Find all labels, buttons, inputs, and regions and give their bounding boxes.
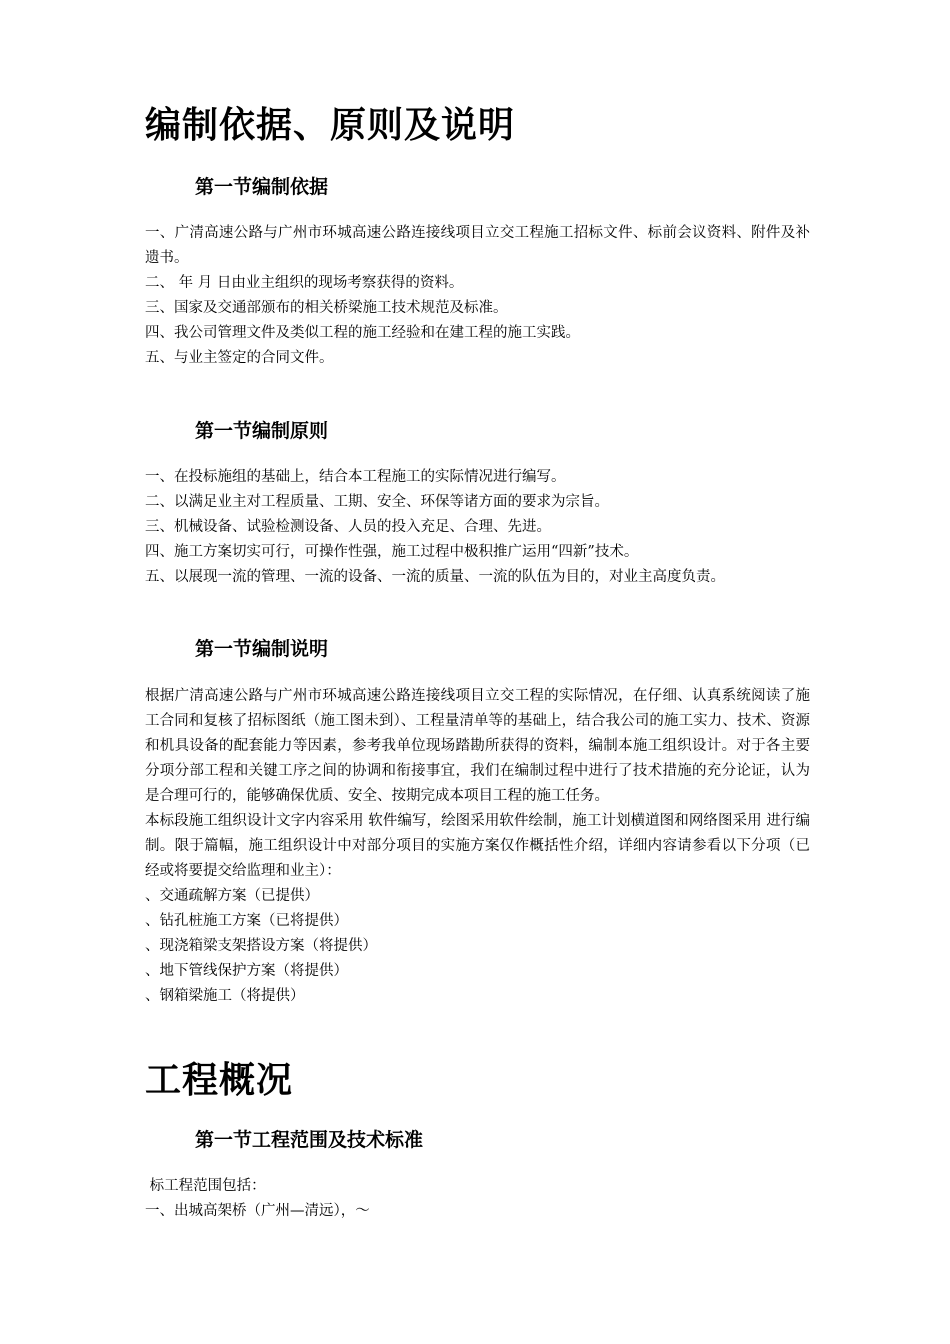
notes-paragraph: 本标段施工组织设计文字内容采用 软件编写，绘图采用软件绘制，施工计划横道图和网络图采用 进行编制。限于篇幅，施工组织设计中对部分项目的实施方案仅作概括性介绍，详细内容请参看以下分项（已经或将要提交给监理和业主）： [145,813,810,879]
list-item: 一、出城高架桥（广州—清远），～ [145,1203,370,1219]
principles-list [145,465,825,590]
list-item: 二、 年 月 日由业主组织的现场考察获得的资料。 [145,275,464,291]
list-item: 标工程范围包括： [145,1178,266,1194]
section-heading-basis: 第一节编制依据 [195,176,329,198]
list-item: 、地下管线保护方案（将提供） [145,963,348,979]
scope-list [145,1174,810,1224]
list-item: 四、施工方案切实可行，可操作性强，施工过程中极积推广运用“四新”技术。 [145,544,639,560]
list-item: 一、在投标施组的基础上，结合本工程施工的实际情况进行编写。 [145,469,566,485]
section-heading-notes: 第一节编制说明 [195,638,329,660]
list-item: 、钢箱梁施工（将提供） [145,988,305,1004]
list-item: 一、广清高速公路与广州市环城高速公路连接线项目立交工程施工招标文件、标前会议资料、附件及补遗书。 [145,225,810,266]
notes-body [145,684,810,1009]
list-item: 五、与业主签定的合同文件。 [145,350,334,366]
list-item: 五、以展现一流的管理、一流的设备、一流的质量、一流的队伍为目的，对业主高度负责。 [145,569,725,585]
notes-paragraph: 根据广清高速公路与广州市环城高速公路连接线项目立交工程的实际情况，在仔细、认真系统阅读了施工合同和复核了招标图纸（施工图未到）、工程量清单等的基础上，结合我公司的施工实力、技术、资源和机具设备的配套能力等因素，参考我单位现场踏勘所获得的资料，编制本施工组织设计。对于各主要分项分部工程和关键工序之间的协调和衔接事宜，我们在编制过程中进行了技术措施的充分论证，认为是合理可行的，能够确保优质、安全、按期完成本项目工程的施工任务。 [145,688,810,804]
section-heading-scope: 第一节工程范围及技术标准 [195,1129,424,1151]
list-item: 、现浇箱梁支架搭设方案（将提供） [145,938,377,954]
section-heading-principles: 第一节编制原则 [195,420,329,442]
list-item: 二、以满足业主对工程质量、工期、安全、环保等诸方面的要求为宗旨。 [145,494,609,510]
list-item: 三、国家及交通部颁布的相关桥梁施工技术规范及标准。 [145,300,508,316]
basis-list [145,221,810,371]
list-item: 三、机械设备、试验检测设备、人员的投入充足、合理、先进。 [145,519,551,535]
list-item: 、交通疏解方案（已提供） [145,888,319,904]
chapter-title-overview: 工程概况 [145,1059,294,1101]
list-item: 、钻孔桩施工方案（已将提供） [145,913,348,929]
chapter-title-basis: 编制依据、原则及说明 [145,104,516,146]
list-item: 四、我公司管理文件及类似工程的施工经验和在建工程的施工实践。 [145,325,580,341]
